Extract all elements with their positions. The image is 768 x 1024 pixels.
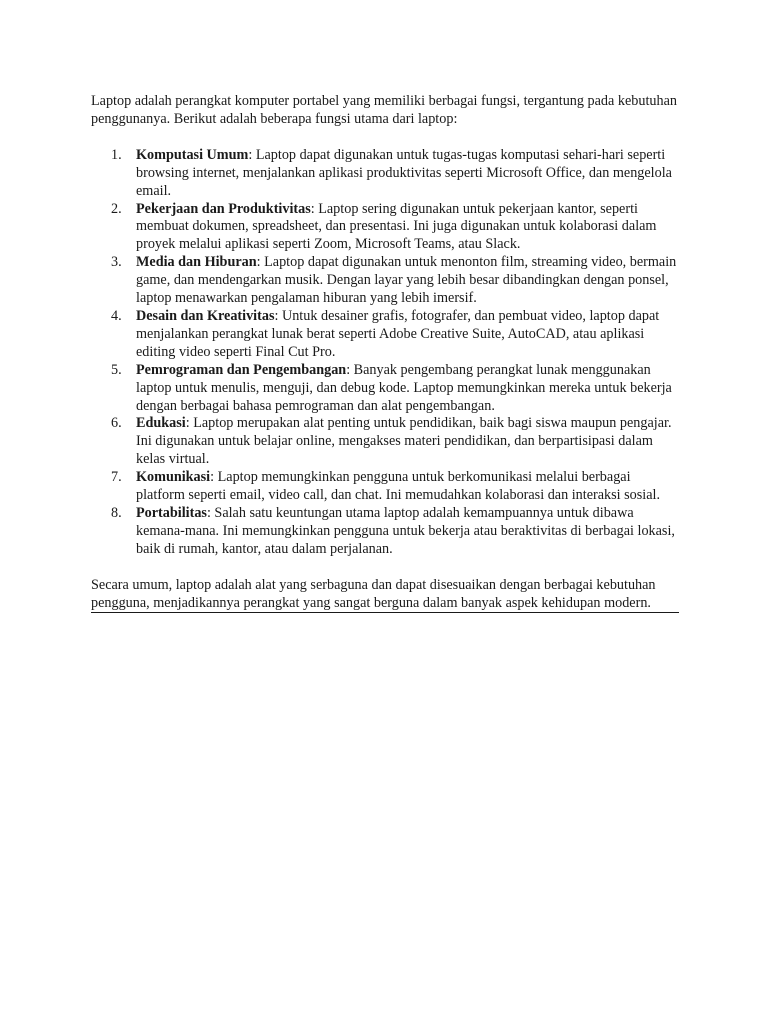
list-item-text: : Laptop memungkinkan pengguna untuk berkomunikasi melalui berbagai platform seperti email, video call, dan chat. Ini memudahkan kolaborasi dan interaksi sosial. bbox=[136, 469, 660, 504]
list-item-title: Edukasi bbox=[136, 415, 186, 432]
list-item-title: Portabilitas bbox=[136, 504, 207, 521]
list-item-number: 2. bbox=[111, 200, 122, 217]
list-item-text: : Laptop merupakan alat penting untuk pendidikan, baik bagi siswa maupun pengajar. Ini digunakan untuk belajar online, mengakses materi pendidikan, dan berpartisipasi dalam kelas virtual. bbox=[136, 415, 672, 468]
list-item bbox=[91, 469, 679, 505]
list-item-number: 3. bbox=[111, 254, 122, 271]
list-item-title: Media dan Hiburan bbox=[136, 254, 257, 271]
list-item-number: 8. bbox=[111, 504, 122, 521]
list-item-text: : Laptop dapat digunakan untuk menonton film, streaming video, bermain game, dan mendengarkan musik. Dengan layar yang lebih besar dibandingkan dengan ponsel, laptop menawarkan pengalaman hiburan yang lebih imersif. bbox=[136, 254, 677, 307]
list-item-title: Desain dan Kreativitas bbox=[136, 307, 275, 324]
list-item-text: : Untuk desainer grafis, fotografer, dan pembuat video, laptop dapat menjalankan perangkat lunak berat seperti Adobe Creative Suite, AutoCAD, atau aplikasi editing video seperti Final Cut Pro. bbox=[136, 307, 660, 360]
list-item bbox=[91, 415, 679, 469]
list-item bbox=[91, 308, 679, 362]
list-item-text: : Banyak pengembang perangkat lunak menggunakan laptop untuk menulis, menguji, dan debug kode. Laptop memungkinkan mereka untuk bekerja dengan berbagai bahasa pemrograman dan alat pengembangan. bbox=[136, 361, 672, 414]
list-item-title: Pemrograman dan Pengembangan bbox=[136, 361, 347, 378]
list-item-number: 5. bbox=[111, 361, 122, 378]
list-item-title: Komputasi Umum bbox=[136, 146, 249, 163]
document-body bbox=[91, 93, 679, 613]
list-item-number: 1. bbox=[111, 146, 122, 163]
list-item-text: : Salah satu keuntungan utama laptop adalah kemampuannya untuk dibawa kemana-mana. Ini memungkinkan pengguna untuk bekerja atau beraktivitas di berbagai lokasi, baik di rumah, kantor, atau dalam perjalanan. bbox=[136, 504, 675, 557]
list-item-number: 7. bbox=[111, 469, 122, 486]
list-item bbox=[91, 147, 679, 201]
list-item-number: 6. bbox=[111, 415, 122, 432]
list-item-text: : Laptop sering digunakan untuk pekerjaan kantor, seperti membuat dokumen, spreadsheet, dan presentasi. Ini juga digunakan untuk kolaborasi dalam proyek melalui aplikasi seperti Zoom, Microsoft Teams, atau Slack. bbox=[136, 200, 657, 253]
list-item-number: 4. bbox=[111, 307, 122, 324]
list-item-text: : Laptop dapat digunakan untuk tugas-tugas komputasi sehari-hari seperti browsing internet, menjalankan aplikasi produktivitas seperti Microsoft Office, dan mengelola email. bbox=[136, 146, 672, 199]
list-item bbox=[91, 505, 679, 559]
list-item bbox=[91, 201, 679, 255]
function-list bbox=[91, 147, 679, 559]
list-item-title: Komunikasi bbox=[136, 469, 211, 486]
list-item bbox=[91, 362, 679, 416]
list-item bbox=[91, 254, 679, 308]
list-item-title: Pekerjaan dan Produktivitas bbox=[136, 200, 311, 217]
intro-paragraph: Laptop adalah perangkat komputer portabel yang memiliki berbagai fungsi, tergantung pada kebutuhan penggunanya. Berikut adalah beberapa fungsi utama dari laptop: bbox=[91, 93, 677, 127]
closing-paragraph: Secara umum, laptop adalah alat yang serbaguna dan dapat disesuaikan dengan berbagai kebutuhan pengguna, menjadikannya perangkat yang sangat berguna dalam banyak aspek kehidupan modern. bbox=[91, 577, 679, 614]
